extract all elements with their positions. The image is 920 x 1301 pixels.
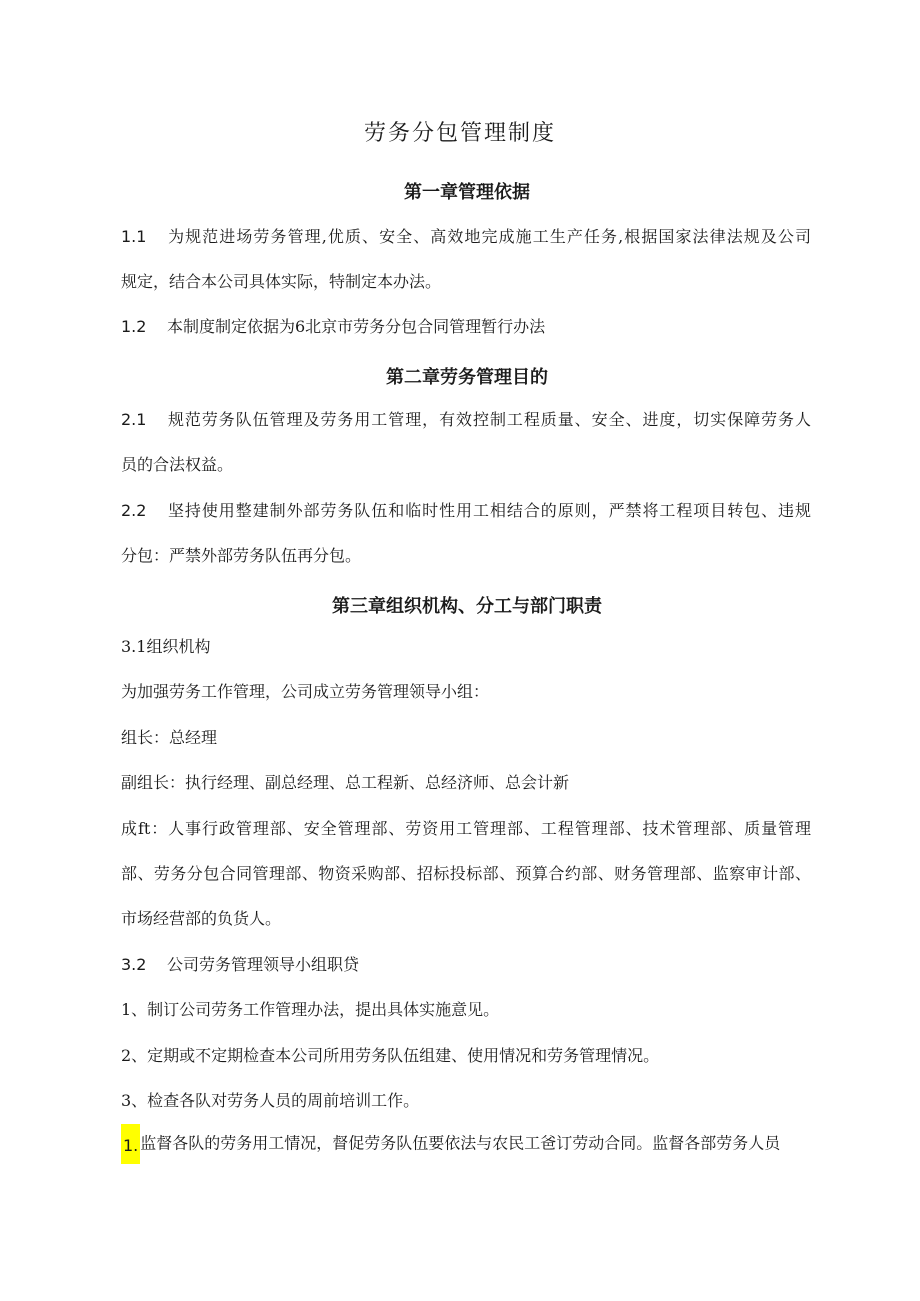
section-3-2-item-2: 2、定期或不定期检查本公司所用劳务队伍组建、使用情况和劳务管理情况。 xyxy=(121,1046,660,1065)
section-2-2-line-2: 分包：严禁外部劳务队伍再分包。 xyxy=(121,546,362,565)
document-title: 劳务分包管理制度 xyxy=(363,121,556,146)
section-3-1-deputy: 副组长：执行经理、副总经理、总工程新、总经济师、总会计新 xyxy=(121,773,570,792)
chapter-3-heading: 第三章组织机构、分工与部门职责 xyxy=(332,596,602,617)
section-3-1-intro: 为加强劳务工作管理，公司成立劳务管理领导小组： xyxy=(121,682,490,701)
section-text: 规范劳务队伍管理及劳务用工管理，有效控制工程质量、安全、进度，切实保障劳务人 xyxy=(167,410,811,429)
section-number: 2.2 xyxy=(121,501,147,520)
chapter-2-heading: 第二章劳务管理目的 xyxy=(386,367,548,388)
section-number: 1.1 xyxy=(121,227,147,246)
section-1-1-line-2: 规定，结合本公司具体实际，特制定本办法。 xyxy=(121,272,442,291)
section-text: 监督各队的劳务用工情况，督促劳务队伍要依法与农民工爸订劳动合同。监督各部劳务人员 xyxy=(140,1133,781,1153)
section-number: 2.1 xyxy=(121,410,147,429)
section-text: 为规范进场劳务管理,优质、安全、高效地完成施工生产任务,根据国家法律法规及公司 xyxy=(167,227,811,246)
section-1-1-line-1 xyxy=(121,226,811,248)
section-2-1-line-1 xyxy=(121,409,811,431)
section-text: 本制度制定依据为6北京市劳务分包合同管理暂行办法 xyxy=(167,317,546,336)
section-2-2-line-1 xyxy=(121,500,811,522)
section-3-1-members-line-1: 成ft：人事行政管理部、安全管理部、劳资用工管理部、工程管理部、技术管理部、质量管理 xyxy=(121,819,811,838)
section-3-1-members-line-2: 部、劳务分包合同管理部、物资采购部、招标投标部、预算合约部、财务管理部、监察审计部、 xyxy=(121,864,811,883)
section-3-1-leader: 组长：总经理 xyxy=(121,728,218,747)
section-3-2-item-3: 3、检查各队对劳务人员的周前培训工作。 xyxy=(121,1091,420,1110)
section-3-1-members-line-3: 市场经营部的负货人。 xyxy=(121,909,282,928)
section-number: 1.2 xyxy=(121,317,147,336)
section-text: 公司劳务管理领导小组职贷 xyxy=(167,955,360,974)
section-2-1-line-2: 员的合法权益。 xyxy=(121,455,234,474)
section-3-2-heading xyxy=(121,954,359,976)
section-3-2-item-4 xyxy=(121,1124,780,1164)
chapter-1-heading: 第一章管理依据 xyxy=(404,182,530,203)
section-text: 坚持使用整建制外部劳务队伍和临时性用工相结合的原则，严禁将工程项目转包、违规 xyxy=(167,501,811,520)
section-3-2-item-1: 1、制订公司劳务工作管理办法，提出具体实施意见。 xyxy=(121,1000,500,1019)
highlighted-number: 1. xyxy=(121,1124,140,1164)
section-number: 3.2 xyxy=(121,955,147,974)
section-3-1-heading: 3.1组织机构 xyxy=(121,637,211,656)
section-1-2 xyxy=(121,316,545,338)
